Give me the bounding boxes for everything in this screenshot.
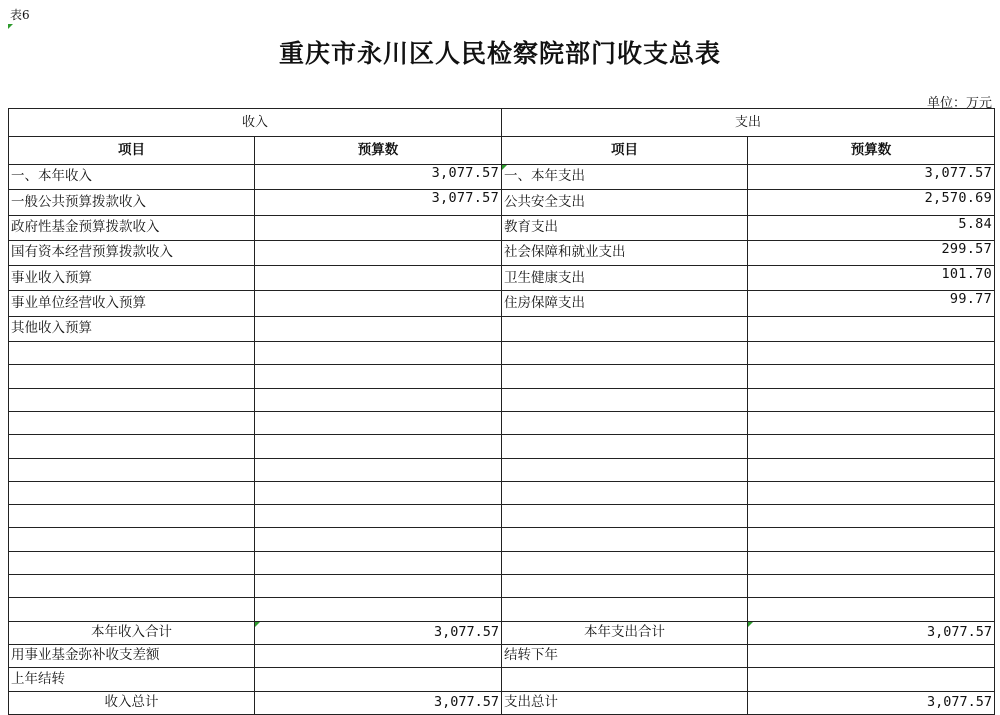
- expense-budget-header: 预算数: [748, 137, 995, 165]
- empty-cell: [9, 411, 255, 434]
- empty-cell: [255, 505, 502, 528]
- income-item: 一、本年收入: [9, 165, 255, 190]
- cell-comment-marker: [502, 165, 507, 170]
- unit-label: 单位：万元: [926, 96, 992, 111]
- income-item: 政府性基金预算拨款收入: [9, 215, 255, 240]
- income-item: 事业单位经营收入预算: [9, 291, 255, 316]
- empty-cell: [748, 598, 995, 621]
- empty-row: [9, 598, 995, 621]
- prev-carry-row: [9, 668, 995, 691]
- empty-cell: [255, 388, 502, 411]
- section-header-row: [9, 109, 995, 137]
- empty-cell: [748, 435, 995, 458]
- income-item-header: 项目: [9, 137, 255, 165]
- empty-cell: [748, 668, 995, 691]
- empty-cell: [502, 668, 748, 691]
- empty-cell: [502, 505, 748, 528]
- empty-cell: [502, 342, 748, 365]
- fund-offset-label: 用事业基金弥补收支差额: [9, 644, 255, 667]
- empty-cell: [502, 435, 748, 458]
- carry-forward-label: 结转下年: [502, 644, 748, 667]
- expense-value: 3,077.57: [748, 165, 995, 190]
- income-item: 国有资本经营预算拨款收入: [9, 240, 255, 265]
- expense-item-label: 一、本年支出: [504, 168, 586, 185]
- column-header-row: [9, 137, 995, 165]
- year-expense-total-value: [748, 621, 995, 644]
- empty-cell: [9, 575, 255, 598]
- fund-offset-row: [9, 644, 995, 667]
- empty-cell: [255, 575, 502, 598]
- empty-cell: [748, 388, 995, 411]
- empty-row: [9, 505, 995, 528]
- empty-cell: [255, 551, 502, 574]
- expense-item: [502, 165, 748, 190]
- cell-comment-marker: [748, 622, 753, 627]
- empty-cell: [748, 481, 995, 504]
- empty-cell: [748, 528, 995, 551]
- empty-row: [9, 435, 995, 458]
- empty-cell: [255, 342, 502, 365]
- empty-cell: [255, 365, 502, 388]
- empty-cell: [502, 551, 748, 574]
- income-item: 事业收入预算: [9, 266, 255, 291]
- empty-cell: [502, 411, 748, 434]
- carry-forward-value: [748, 644, 995, 667]
- empty-cell: [748, 411, 995, 434]
- expense-item: 卫生健康支出: [502, 266, 748, 291]
- expense-item-header: 项目: [502, 137, 748, 165]
- empty-cell: [502, 528, 748, 551]
- empty-cell: [9, 342, 255, 365]
- empty-cell: [9, 481, 255, 504]
- empty-cell: [255, 435, 502, 458]
- income-value: [255, 291, 502, 316]
- empty-cell: [9, 598, 255, 621]
- expense-value: 101.70: [748, 266, 995, 291]
- empty-cell: [9, 551, 255, 574]
- expense-value: 2,570.69: [748, 190, 995, 215]
- empty-cell: [748, 342, 995, 365]
- income-item: 一般公共预算拨款收入: [9, 190, 255, 215]
- empty-cell: [255, 481, 502, 504]
- table-row: [9, 240, 995, 265]
- empty-cell: [748, 505, 995, 528]
- table-row: [9, 291, 995, 316]
- table-row: [9, 316, 995, 341]
- grand-total-row: [9, 691, 995, 714]
- table-row: [9, 215, 995, 240]
- empty-cell: [502, 388, 748, 411]
- empty-cell: [748, 551, 995, 574]
- income-budget-header: 预算数: [255, 137, 502, 165]
- expense-grand-total-label: 支出总计: [502, 691, 748, 714]
- empty-cell: [255, 528, 502, 551]
- empty-row: [9, 481, 995, 504]
- empty-row: [9, 342, 995, 365]
- empty-row: [9, 575, 995, 598]
- expense-value: [748, 316, 995, 341]
- income-grand-total-value: 3,077.57: [255, 691, 502, 714]
- expense-value: 299.57: [748, 240, 995, 265]
- empty-cell: [502, 481, 748, 504]
- empty-cell: [255, 598, 502, 621]
- empty-cell: [9, 528, 255, 551]
- empty-cell: [502, 365, 748, 388]
- cell-comment-marker: [8, 24, 13, 29]
- empty-cell: [9, 435, 255, 458]
- expense-item: 社会保障和就业支出: [502, 240, 748, 265]
- prev-carry-label: 上年结转: [9, 668, 255, 691]
- income-value: 3,077.57: [255, 165, 502, 190]
- prev-carry-value: [255, 668, 502, 691]
- expense-value: 5.84: [748, 215, 995, 240]
- empty-row: [9, 388, 995, 411]
- income-value: [255, 240, 502, 265]
- empty-cell: [9, 388, 255, 411]
- income-grand-total-label: 收入总计: [9, 691, 255, 714]
- empty-cell: [502, 575, 748, 598]
- income-expense-table: [8, 108, 995, 715]
- year-expense-total-label: 本年支出合计: [502, 621, 748, 644]
- income-value: [255, 215, 502, 240]
- expense-value: 99.77: [748, 291, 995, 316]
- empty-cell: [748, 575, 995, 598]
- expense-item: 教育支出: [502, 215, 748, 240]
- expense-section-header: 支出: [502, 109, 995, 137]
- fund-offset-value: [255, 644, 502, 667]
- year-total-row: [9, 621, 995, 644]
- income-item: 其他收入预算: [9, 316, 255, 341]
- table-row: [9, 266, 995, 291]
- empty-cell: [748, 365, 995, 388]
- income-value: [255, 266, 502, 291]
- cell-comment-marker: [255, 622, 260, 627]
- year-income-total-label: 本年收入合计: [9, 621, 255, 644]
- empty-cell: [502, 458, 748, 481]
- empty-row: [9, 458, 995, 481]
- year-income-total-text: 3,077.57: [433, 624, 500, 641]
- expense-item: [502, 316, 748, 341]
- empty-row: [9, 551, 995, 574]
- empty-row: [9, 528, 995, 551]
- empty-cell: [502, 598, 748, 621]
- empty-row: [9, 365, 995, 388]
- expense-grand-total-value: 3,077.57: [748, 691, 995, 714]
- page-title: 重庆市永川区人民检察院部门收支总表: [278, 39, 721, 68]
- expense-item: 公共安全支出: [502, 190, 748, 215]
- year-income-total-value: [255, 621, 502, 644]
- empty-cell: [255, 411, 502, 434]
- expense-item: 住房保障支出: [502, 291, 748, 316]
- table-row: [9, 165, 995, 190]
- empty-cell: [748, 458, 995, 481]
- income-value: [255, 316, 502, 341]
- table-row: [9, 190, 995, 215]
- year-expense-total-text: 3,077.57: [927, 624, 993, 641]
- empty-cell: [9, 365, 255, 388]
- income-value: 3,077.57: [255, 190, 502, 215]
- empty-cell: [9, 505, 255, 528]
- empty-row: [9, 411, 995, 434]
- empty-cell: [9, 458, 255, 481]
- empty-cell: [255, 458, 502, 481]
- table-number: 表6: [10, 8, 30, 22]
- income-section-header: 收入: [9, 109, 502, 137]
